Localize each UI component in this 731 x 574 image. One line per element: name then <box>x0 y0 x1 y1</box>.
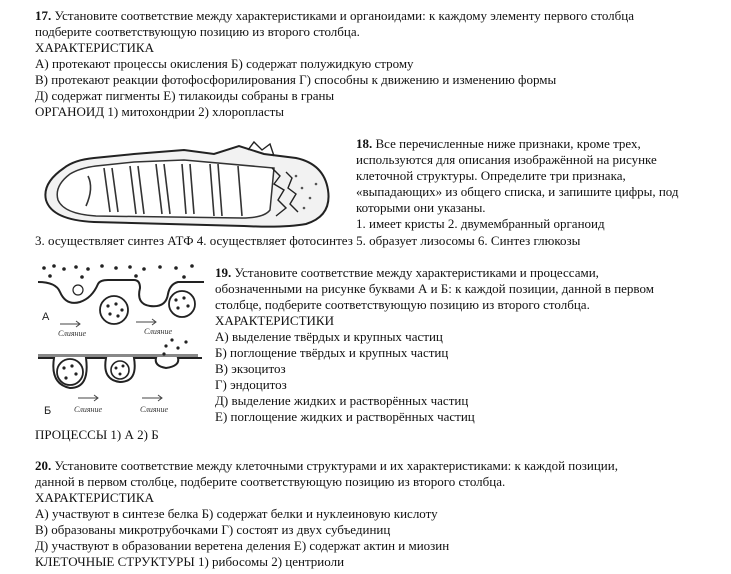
q20-structures: КЛЕТОЧНЫЕ СТРУКТУРЫ 1) рибосомы 2) центриоли <box>35 554 345 569</box>
q20-line2: данной в первом столбце, подберите соответствующую позицию из второго столбца. <box>35 474 506 489</box>
q18-line2: используются для описания изображённой на рисунке <box>356 152 657 167</box>
mitochondrion-figure <box>34 128 334 236</box>
q19-text1: Установите соответствие между характеристиками и процессами, <box>234 265 599 280</box>
q19-item-b: Б) поглощение твёрдых и крупных частиц <box>215 345 449 360</box>
q20-row3: Д) участвуют в образовании веретена деления Е) содержат актин и миозин <box>35 538 450 553</box>
label-fusion-b1: Слияние <box>74 405 103 414</box>
label-a: А <box>42 311 50 323</box>
q20-line1 <box>35 458 618 474</box>
q17-row2: В) протекают реакции фотофосфорилирования Г) способны к движению и изменению формы <box>35 72 557 87</box>
q18-text1: Все перечисленные ниже признаки, кроме трех, <box>375 136 641 151</box>
q17-row3: Д) содержат пигменты Е) тилакоиды собраны в граны <box>35 88 335 103</box>
cytosis-figure <box>36 262 206 422</box>
q18-number: 18. <box>356 136 373 151</box>
q18-line7: 3. осуществляет синтез АТФ 4. осуществляет фотосинтез 5. образует лизосомы 6. Синтез глюкозы <box>35 233 581 248</box>
q18-line4: «выпадающих» из общего списка, и запишите цифры, под <box>356 184 679 199</box>
q19-item-g: Г) эндоцитоз <box>215 377 287 392</box>
q20-header: ХАРАКТЕРИСТИКА <box>35 490 154 505</box>
label-fusion-a2: Слияние <box>144 327 173 336</box>
q19-item-a: А) выделение твёрдых и крупных частиц <box>215 329 443 344</box>
label-b: Б <box>44 405 52 417</box>
q19-item-e: Е) поглощение жидких и растворённых частиц <box>215 409 475 424</box>
q17-number: 17. <box>35 8 52 23</box>
label-fusion-b2: Слияние <box>140 405 169 414</box>
q20-text1: Установите соответствие между клеточными структурами и их характеристиками: к каждой позиции, <box>54 458 618 473</box>
q18-line3: клеточной структуры. Определите три признака, <box>356 168 626 183</box>
q19-line1 <box>215 265 599 281</box>
q20-row1: А) участвуют в синтезе белка Б) содержат белки и нуклеиновую кислоту <box>35 506 438 521</box>
q19-processes: ПРОЦЕССЫ 1) А 2) Б <box>35 427 159 442</box>
q19-line2: обозначенными на рисунке буквами А и Б: к каждой позиции, данной в первом <box>215 281 654 296</box>
q17-text1: Установите соответствие между характеристиками и органоидами: к каждому элементу первого столбца <box>54 8 635 23</box>
q20-number: 20. <box>35 458 52 473</box>
q20-row2: В) образованы микротрубочками Г) состоят из двух субъединиц <box>35 522 391 537</box>
q17-row1: А) протекают процессы окисления Б) содержат полужидкую строму <box>35 56 414 71</box>
q17-line1 <box>35 8 634 24</box>
q17-header: ХАРАКТЕРИСТИКА <box>35 40 154 55</box>
q19-header: ХАРАКТЕРИСТИКИ <box>215 313 334 328</box>
q17-organoid: ОРГАНОИД 1) митохондрии 2) хлоропласты <box>35 104 285 119</box>
q17-line2: подберите соответствующую позицию из второго столбца. <box>35 24 360 39</box>
q19-item-d: Д) выделение жидких и растворённых частиц <box>215 393 469 408</box>
q18-line1 <box>356 136 641 152</box>
q19-number: 19. <box>215 265 232 280</box>
q18-line6: 1. имеет кристы 2. двумембранный органоид <box>356 216 605 231</box>
label-fusion-a1: Слияние <box>58 329 87 338</box>
q19-item-v: В) экзоцитоз <box>215 361 286 376</box>
q18-line5: которыми они указаны. <box>356 200 486 215</box>
q19-line3: столбце, подберите соответствующую позицию из второго столбца. <box>215 297 590 312</box>
